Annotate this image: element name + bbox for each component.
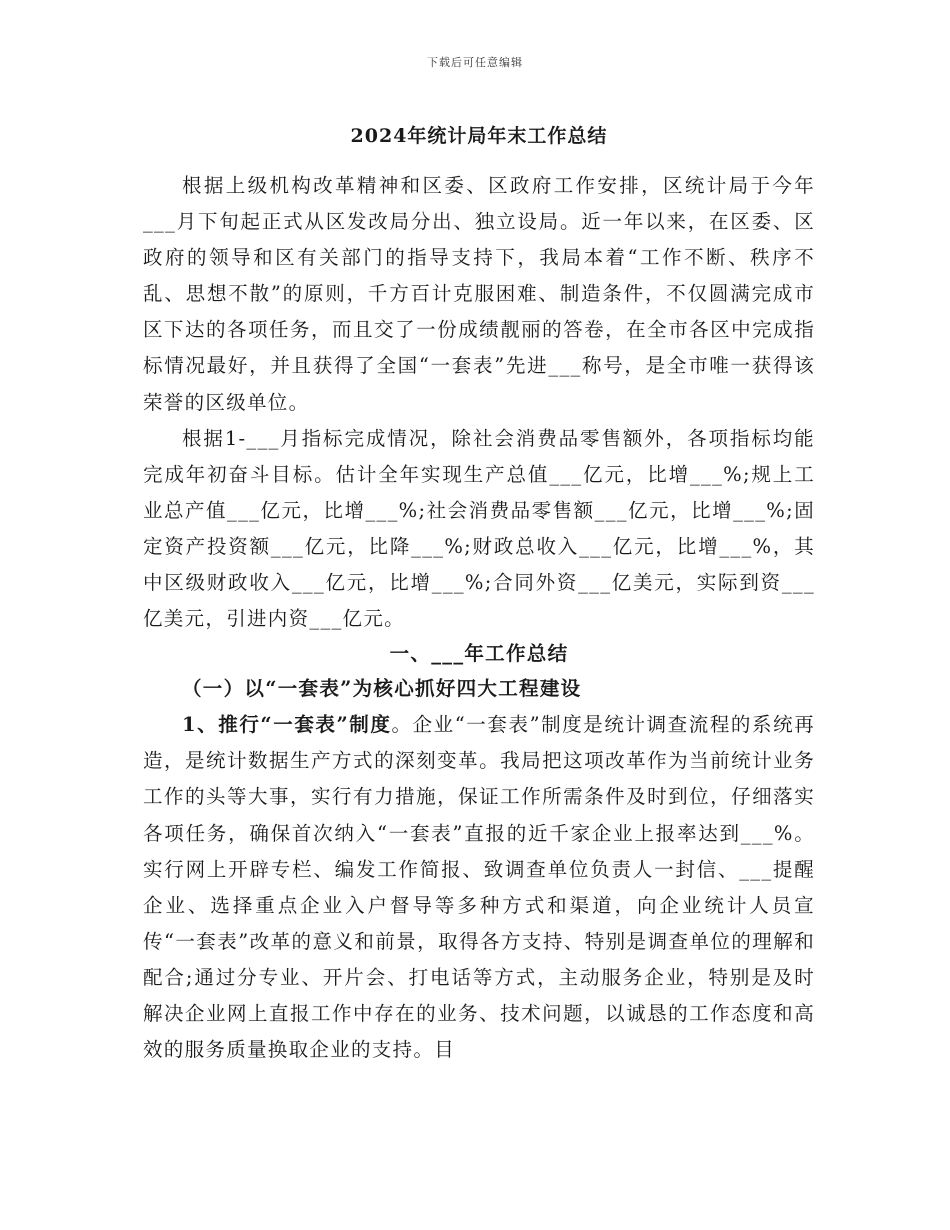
document-title: 2024年统计局年末工作总结 [350, 125, 608, 147]
paragraph-item-1 [143, 707, 815, 1068]
paragraph-intro: 根据上级机构改革精神和区委、区政府工作安排，区统计局于今年___月下旬起正式从区发改局分出、独立设局。近一年以来，在区委、区政府的领导和区有关部门的指导支持下，我局本着“工作不断、秩序不乱、思想不散”的原则，千方百计克服困难、制造条件，不仅圆满完成市区下达的各项任务，而且交了一份成绩靓丽的答卷，在全市各区中完成指标情况最好，并且获得了全国“一套表”先进___称号，是全市唯一获得该荣誉的区级单位。 [143, 174, 815, 414]
paragraph-indicators: 根据1-___月指标完成情况，除社会消费品零售额外，各项指标均能完成年初奋斗目标。估计全年实现生产总值___亿元，比增___%;规上工业总产值___亿元，比增___%;社会消费品零售额___亿元，比增___%;固定资产投资额___亿元，比降___%;财政总收入___亿元，比增___%，其中区级财政收入___亿元，比增___%;合同外资___亿美元，实际到资___亿美元，引进内资___亿元。 [143, 426, 815, 631]
subsection-heading: （一）以“一套表”为核心抓好四大工程建设 [182, 677, 582, 701]
item-1-body: 。企业“一套表”制度是统计调查流程的系统再造，是统计数据生产方式的深刻变革。我局把这项改革作为当前统计业务工作的头等大事，实行有力措施，保证工作所需条件及时到位，仔细落实各项任务，确保首次纳入“一套表”直报的近千家企业上报率达到___%。实行网上开辟专栏、编发工作简报、致调查单位负责人一封信、___提醒企业、选择重点企业入户督导等多种方式和渠道，向企业统计人员宣传“一套表”改革的意义和前景，取得各方支持、特别是调查单位的理解和配合;通过分专业、开片会、打电话等方式，主动服务企业，特别是及时解决企业网上直报工作中存在的业务、技术问题，以诚恳的工作态度和高效的服务质量换取企业的支持。目 [143, 713, 815, 1062]
item-1-lead: 1、推行“一套表”制度 [182, 713, 392, 737]
page-header-note: 下载后可任意编辑 [427, 56, 523, 69]
section-heading: 一、___年工作总结 [389, 642, 569, 666]
document-body [143, 120, 815, 1068]
